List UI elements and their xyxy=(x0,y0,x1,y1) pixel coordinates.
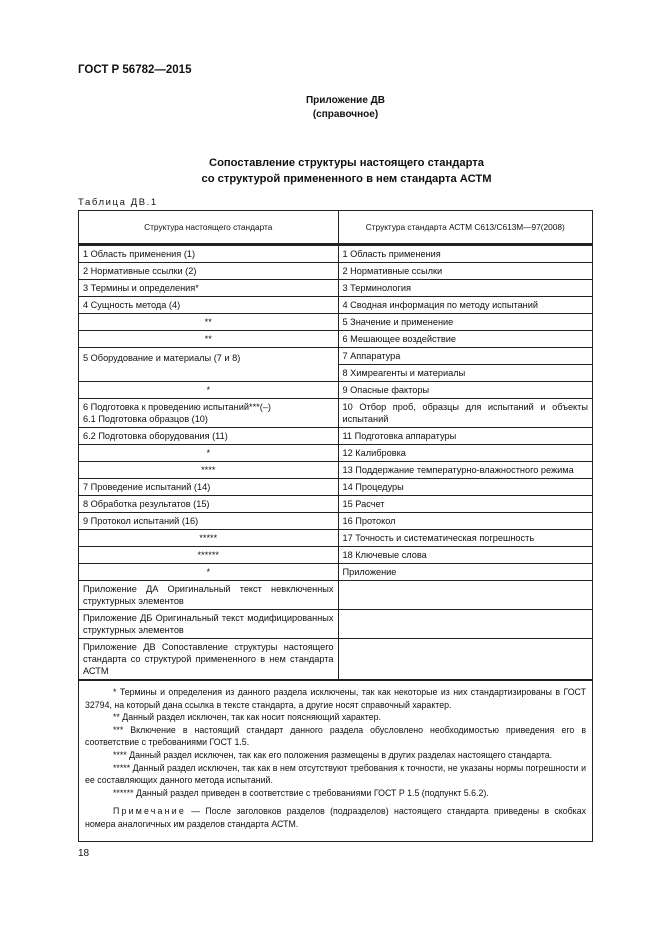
table-row xyxy=(79,445,592,462)
table-row xyxy=(79,530,592,547)
appendix-subtitle: (справочное) xyxy=(312,109,379,120)
section-title xyxy=(130,155,563,187)
row-right xyxy=(338,610,592,639)
footnote: * Термины и определения из данного раздела исключены, так как некоторые из них стандартизированы в ГОСТ 32794, на который дана ссылка в тексте стандарта, а другие носят справочный характер. xyxy=(85,687,586,710)
footnote: **** Данный раздел исключен, так как его положения размещены в других разделах настоящего стандарта. xyxy=(113,749,553,760)
table-row xyxy=(79,547,592,564)
row-left: * xyxy=(79,564,338,581)
table-row xyxy=(79,581,592,610)
row-left: ** xyxy=(79,331,338,348)
footnote: *** Включение в настоящий стандарт данного раздела обусловлено необходимостью приведения его в соответствие с требованиями ГОСТ 1.5. xyxy=(85,724,586,748)
comparison-table-grid xyxy=(79,211,592,680)
comparison-table xyxy=(78,210,593,842)
table-footnotes xyxy=(79,680,592,841)
footnote: ***** Данный раздел исключен, так как в нем отсутствуют требования к точности, не указаны нормы погрешности и ее составляющих данного метода испытаний. xyxy=(85,762,586,786)
row-right: 13 Поддержание температурно-влажностного режима xyxy=(338,462,592,479)
row-right: Приложение xyxy=(338,564,592,581)
row-right: 7 Аппаратура xyxy=(338,348,592,365)
row-right: 10 Отбор проб, образцы для испытаний и объекты испытаний xyxy=(338,399,592,428)
row-right: 8 Химреагенты и материалы xyxy=(338,365,592,382)
table-row xyxy=(79,246,592,263)
row-left: ** xyxy=(79,314,338,331)
row-right: 5 Значение и применение xyxy=(338,314,592,331)
table-row xyxy=(79,610,592,639)
table-row xyxy=(79,428,592,445)
row-left: 8 Обработка результатов (15) xyxy=(79,496,338,513)
table-row xyxy=(79,263,592,280)
table-row xyxy=(79,297,592,314)
section-title-line-1: Сопоставление структуры настоящего стандарта xyxy=(209,157,484,169)
row-right: 3 Терминология xyxy=(338,280,592,297)
table-row xyxy=(79,564,592,581)
appendix-title: Приложение ДВ xyxy=(305,95,386,106)
table-row xyxy=(79,280,592,297)
row-right: 4 Сводная информация по методу испытаний xyxy=(338,297,592,314)
row-left: 1 Область применения (1) xyxy=(79,246,338,263)
table-row xyxy=(79,348,592,365)
appendix-heading xyxy=(200,94,491,122)
row-left xyxy=(79,399,338,428)
table-row xyxy=(79,382,592,399)
row-left: 7 Проведение испытаний (14) xyxy=(79,479,338,496)
row-right xyxy=(338,581,592,610)
row-left: * xyxy=(79,445,338,462)
row-left: Приложение ДВ Сопоставление структуры настоящего стандарта со структурой примененного в нем стандарта АСТМ xyxy=(79,639,338,680)
row-left: 9 Протокол испытаний (16) xyxy=(79,513,338,530)
row-left: 6.2 Подготовка оборудования (11) xyxy=(79,428,338,445)
row-left: **** xyxy=(79,462,338,479)
table-row xyxy=(79,496,592,513)
row-left: 3 Термины и определения* xyxy=(79,280,338,297)
section-title-line-2: со структурой примененного в нем стандарта АСТМ xyxy=(201,173,492,185)
row-right: 14 Процедуры xyxy=(338,479,592,496)
row-right: 15 Расчет xyxy=(338,496,592,513)
page-number: 18 xyxy=(78,848,90,859)
row-left-line-2: 6.1 Подготовка образцов (10) xyxy=(83,414,208,424)
remark-text: — После заголовков разделов (подразделов) настоящего стандарта приведены в скобках номера аналогичных им разделов стандарта АСТМ. xyxy=(85,806,586,829)
row-left: ****** xyxy=(79,547,338,564)
table-row xyxy=(79,639,592,680)
row-right: 9 Опасные факторы xyxy=(338,382,592,399)
row-left: ***** xyxy=(79,530,338,547)
table-row xyxy=(79,462,592,479)
row-left: 2 Нормативные ссылки (2) xyxy=(79,263,338,280)
remark xyxy=(85,805,586,830)
table-row xyxy=(79,479,592,496)
table-row xyxy=(79,399,592,428)
footnote: ** Данный раздел исключен, так как носит поясняющий характер. xyxy=(113,712,381,723)
row-left: 5 Оборудование и материалы (7 и 8) xyxy=(79,348,338,382)
row-right xyxy=(338,639,592,680)
table-row xyxy=(79,331,592,348)
footnote: ****** Данный раздел приведен в соответствие с требованиями ГОСТ Р 1.5 (подпункт 5.6.2). xyxy=(113,787,489,798)
row-right: 12 Калибровка xyxy=(338,445,592,462)
table-row xyxy=(79,314,592,331)
row-right: 6 Мешающее воздействие xyxy=(338,331,592,348)
row-left: Приложение ДБ Оригинальный текст модифицированных структурных элементов xyxy=(79,610,338,639)
table-label: Таблица ДВ.1 xyxy=(78,197,158,208)
header-left: Структура настоящего стандарта xyxy=(79,211,338,244)
row-right: 16 Протокол xyxy=(338,513,592,530)
table-row xyxy=(79,513,592,530)
row-left: 4 Сущность метода (4) xyxy=(79,297,338,314)
table-header-row xyxy=(79,211,592,244)
row-right: 1 Область применения xyxy=(338,246,592,263)
header-right: Структура стандарта АСТМ С613/С613М—97(2008) xyxy=(338,211,592,244)
row-right: 11 Подготовка аппаратуры xyxy=(338,428,592,445)
row-left: * xyxy=(79,382,338,399)
row-right: 18 Ключевые слова xyxy=(338,547,592,564)
row-left: Приложение ДА Оригинальный текст невключенных структурных элементов xyxy=(79,581,338,610)
row-right: 17 Точность и систематическая погрешность xyxy=(338,530,592,547)
remark-label: Примечание xyxy=(113,806,186,817)
row-left-line-1: 6 Подготовка к проведению испытаний***(–) xyxy=(83,402,271,412)
row-right: 2 Нормативные ссылки xyxy=(338,263,592,280)
document-code: ГОСТ Р 56782—2015 xyxy=(78,64,192,76)
